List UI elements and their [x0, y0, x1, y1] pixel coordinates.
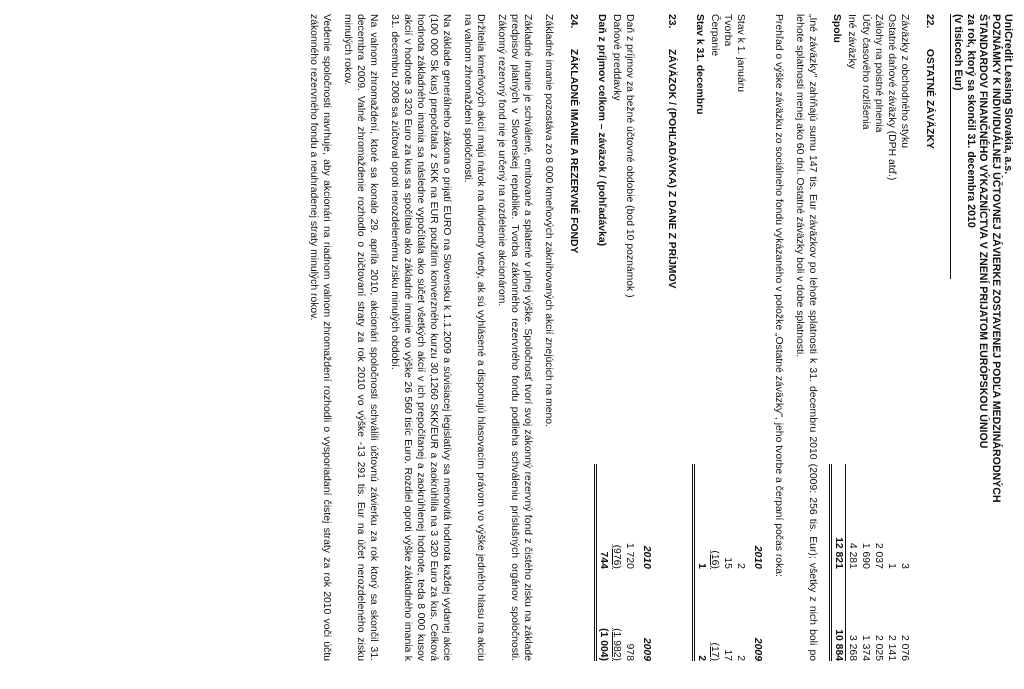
row-label: Účty časového rozlíšenia — [859, 14, 871, 130]
paragraph: Držitelia kmeňových akcií majú nárok na dividendy vtedy, ak sú vyhlásené a disponujú hlasovacím právom vo výške jedného hlasu na akciu na valnom zhromaždení spoločnosti. — [461, 14, 486, 661]
value-2009: 1 374 — [859, 634, 871, 661]
paragraph: Na valnom zhromaždení, ktoré sa konalo 29. apríla 2010, akcionári spoločnosti schválili účtovnú závierku za rok ktorý sa skončil 31. decembra 2009. Valné zhromaždenie rozhodlo o zúčtovaní straty za rok 2010 vo výške -13 291 tis. Eur na účet nerozdeleného zisku minulých rokov. — [341, 14, 379, 661]
value-2009: (17) — [708, 642, 720, 661]
table-row — [623, 14, 636, 661]
value-2010: 2 — [734, 563, 746, 569]
total-row — [693, 14, 708, 661]
total-2010: 12 821 — [830, 464, 845, 569]
column-header-2010: 2010 — [751, 545, 763, 569]
value-2010: 15 — [721, 557, 733, 569]
value-2010: 1 690 — [859, 542, 871, 569]
table-row — [859, 14, 872, 661]
section-number: 22. — [923, 14, 935, 29]
value-2009: 2 — [734, 655, 746, 661]
total-row — [830, 14, 845, 661]
income-tax-table — [594, 14, 653, 661]
table-row — [734, 14, 747, 661]
column-header-2009: 2009 — [751, 637, 763, 661]
total-2010: 1 — [693, 464, 708, 569]
other-liabilities-table — [829, 14, 911, 661]
value-2010: 3 — [898, 563, 910, 569]
total-2009: (1 004) — [595, 569, 610, 661]
total-2009: 2 — [693, 569, 708, 661]
section-title: ZÁVÄZOK / (POHĽADÁVKA) Z DANE Z PRÍJMOV — [665, 48, 677, 289]
total-label: Spolu — [831, 14, 843, 43]
value-2009: 2 025 — [872, 634, 884, 661]
section-22-heading — [923, 14, 936, 661]
value-2009: 2 076 — [898, 634, 910, 661]
company-name: UniCredit Leasing Slovakia, a.s. — [1002, 14, 1014, 175]
table-row — [708, 14, 721, 661]
section-title: OSTATNÉ ZÁVÄZKY — [923, 48, 935, 149]
header-title-line-1: POZNÁMKY K INDIVIDUÁLNEJ ÚČTOVNEJ ZÁVIERKE ZOSTAVENEJ PODĽA MEDZINÁRODNÝCH — [989, 14, 1002, 503]
paragraph: Prehľad o výške záväzku zo sociálneho fondu vykázaného v položke „Ostatné záväzky", jeho tvorbe a čerpaní počas roka: — [772, 14, 784, 577]
document-header — [950, 14, 1014, 661]
row-label: Záväzky z obchodného styku — [898, 14, 910, 148]
table-row — [610, 14, 623, 661]
paragraph: Základné imanie je schválené, emitované a splatené v plnej výške. Spoločnosť tvorí svoj zákonný rezervný fond z čistého zisku na základe predpisov platných v Slovenskej republike. Tvorba zákonného rezervného fondu podlieha schváleniu príslušných orgánov spoločnosti. Zákonný rezervný fond nie je určený na rozdelenie akcionárom. — [495, 14, 533, 661]
value-2010: 4 281 — [846, 542, 858, 569]
total-row — [595, 14, 610, 661]
value-2009: 2 141 — [885, 634, 897, 661]
value-2010: 2 037 — [872, 542, 884, 569]
column-header-row — [636, 14, 653, 661]
row-label: Tvorba — [721, 14, 733, 47]
row-label: Zálohy na poistné plnenia — [872, 14, 884, 133]
paragraph: „Iné záväzky" zahŕňajú sumu 147 tis. Eur záväzkov po lehote splatnosti k 31. decembru 2010 (2009: 256 tis. Eur); všetky z nich boli po lehote splatnosti menej ako 60 dní. Ostatné záväzky boli v dobe splatnosti. — [793, 14, 818, 661]
value-2009: 17 — [721, 649, 733, 661]
table-row — [721, 14, 734, 661]
value-2009: (1 982) — [610, 628, 622, 661]
header-period: za rok, ktorý sa skončil 31. decembra 2010 — [964, 14, 977, 228]
row-label: Ostatné daňové záväzky (DPH atď.) — [885, 14, 897, 181]
total-label: Daň z príjmov celkom – záväzok / (pohľadávka) — [596, 14, 608, 247]
header-rule — [950, 14, 951, 279]
header-units: (v tisícoch Eur) — [952, 14, 965, 91]
value-2010: 1 720 — [623, 542, 635, 569]
total-2010: 744 — [595, 464, 610, 569]
total-2009: 10 884 — [830, 569, 845, 661]
table-row — [885, 14, 898, 661]
paragraph: Základné imanie pozostáva zo 8 000 kmeňových zaknihovaných akcií znejúcich na meno. — [542, 14, 554, 427]
row-label: Čerpanie — [708, 14, 720, 57]
table-row — [898, 14, 911, 661]
header-title-line-2: ŠTANDARDOV FINANČNÉHO VÝKAZNÍCTVA V ZNENÍ PRIJATOM EURÓPSKOU ÚNIOU — [977, 14, 990, 449]
section-title: ZÁKLADNÉ IMANIE A REZERVNÉ FONDY — [567, 48, 579, 254]
row-label: Iné záväzky — [846, 14, 858, 69]
row-label: Stav k 1. januáru — [734, 14, 746, 92]
value-2009: 3 268 — [846, 634, 858, 661]
value-2010: (976) — [610, 544, 622, 569]
section-number: 24. — [567, 14, 579, 29]
section-24-heading — [567, 14, 580, 661]
section-23-heading — [665, 14, 678, 661]
table-row — [872, 14, 885, 661]
social-fund-table — [692, 14, 764, 661]
row-label: Daňové preddavky — [610, 14, 622, 101]
table-row — [845, 14, 859, 661]
value-2010: (16) — [708, 550, 720, 569]
paragraph: Vedenie spoločnosti navrhuje, aby akcionári na riadnom valnom zhromaždení rozhodli o vysporiadaní čistej straty za rok 2010 voči účtu zákonného rezervného fondu a neuhradenej straty minulých rokov. — [307, 14, 332, 661]
column-header-2010: 2010 — [640, 545, 652, 569]
row-label: Daň z príjmov za bežné účtovné obdobie (bod 10 poznámok ) — [623, 14, 635, 298]
section-number: 23. — [665, 14, 677, 29]
column-header-2009: 2009 — [640, 637, 652, 661]
column-header-row — [747, 14, 764, 661]
value-2010: 1 — [885, 563, 897, 569]
paragraph: Na základe generálneho zákona o prijatí EURO na Slovensku k 1.1.2009 a súvisiacej legislatívy sa menovitá hodnota každej vydanej akcie (100 000 Sk kus) prepočítala z SKK na EUR použitím konverzného kurzu 30,1260 SKK/EUR a zaokrúhlila na 3 320 Euro za kus. Celková hodnota základného imania sa následne vypočítala ako súčet všetkých akcií v ich prepočítanej a zaokrúhlenej hodnote, teda 8 000 kusov akcií v hodnote 3 320 Euro za kus sa spočítalo ako základné imanie vo výške 26 560 tisíc Euro. Rozdiel oproti výške základného imania k 31. decembru 2008 sa zúčtoval oproti nerozdelenému zisku minulých období. — [388, 14, 452, 661]
value-2009: 978 — [623, 643, 635, 661]
total-label: Stav k 31. decembru — [694, 14, 706, 115]
